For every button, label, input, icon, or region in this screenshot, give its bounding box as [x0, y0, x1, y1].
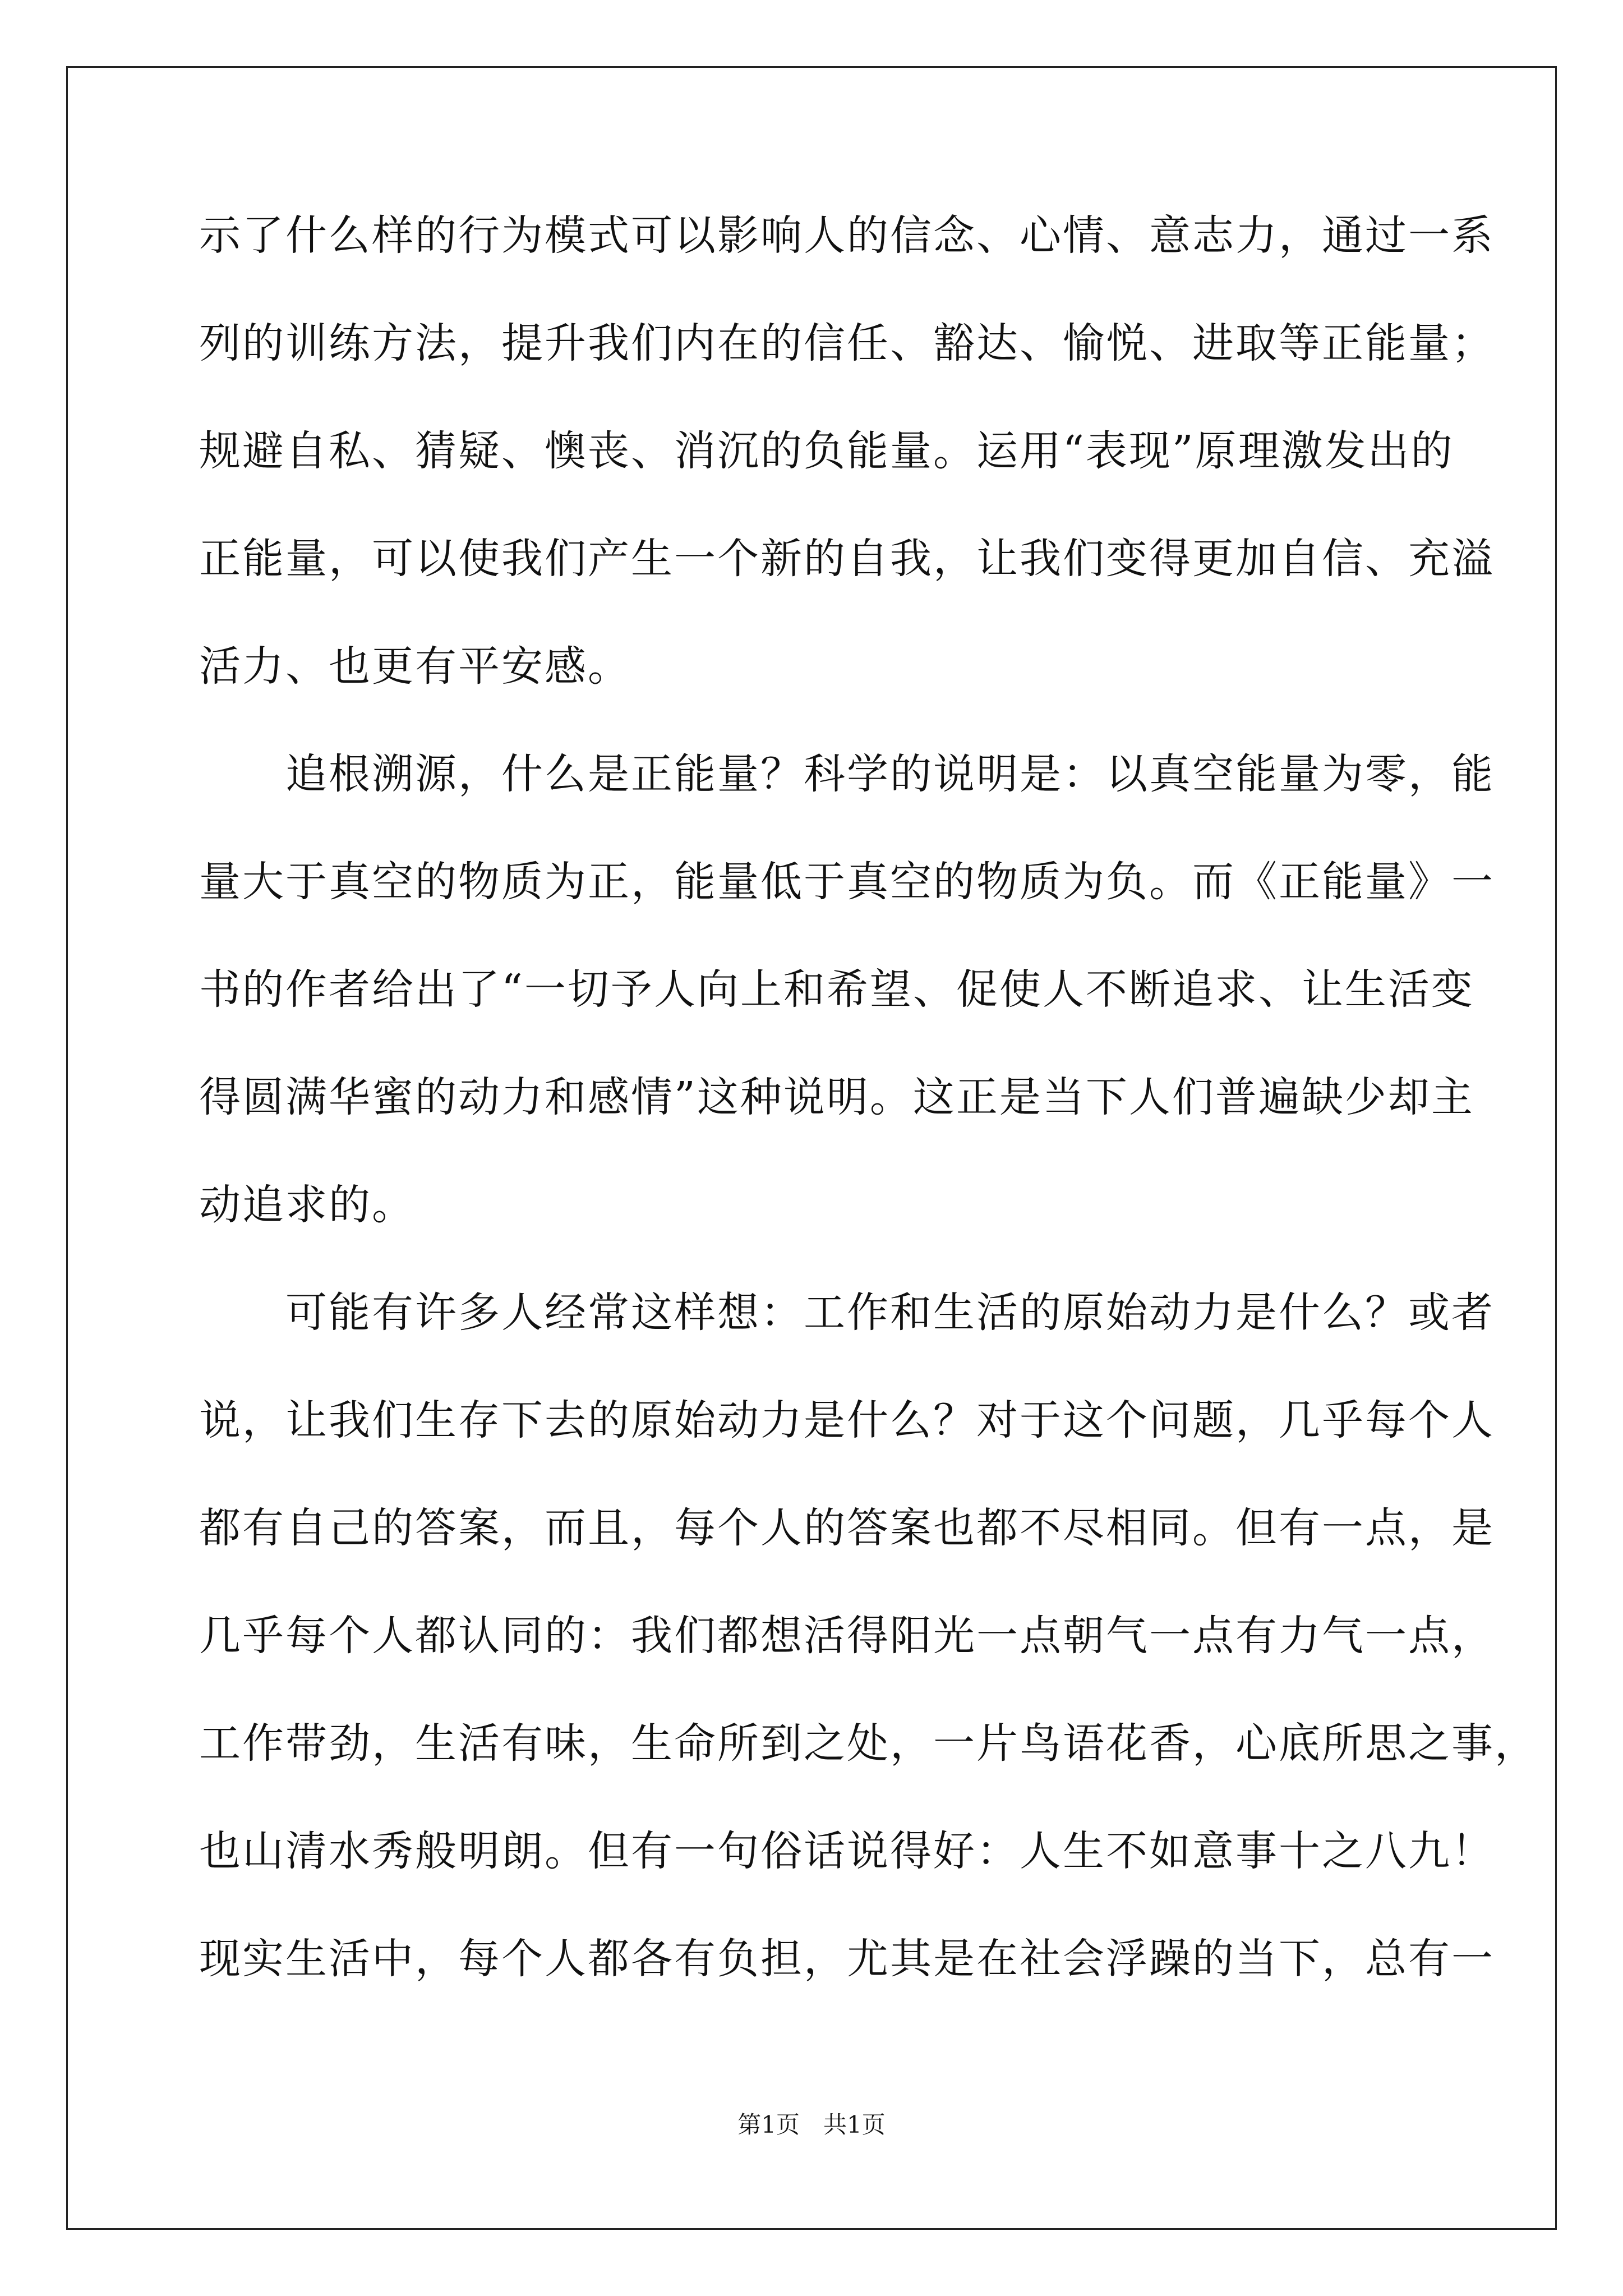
text-line: 规避自私、猜疑、懊丧、消沉的负能量。运用“表现”原理激发出的 [199, 427, 1454, 475]
text-line: 几乎每个人都认同的：我们都想活得阳光一点朝气一点有力气一点， [199, 1612, 1495, 1660]
text-line: 可能有许多人经常这样想：工作和生活的原始动力是什么？或者 [199, 1289, 1495, 1337]
text-line: 都有自己的答案，而且，每个人的答案也都不尽相同。但有一点，是 [199, 1504, 1495, 1552]
text-line: 活力、也更有平安感。 [199, 642, 631, 691]
text-line: 也山清水秀般明朗。但有一句俗话说得好：人生不如意事十之八九！ [199, 1827, 1495, 1875]
text-line: 得圆满华蜜的动力和感情”这种说明。这正是当下人们普遍缺少却主 [199, 1073, 1474, 1121]
page-border [66, 66, 1557, 2230]
text-line: 说，让我们生存下去的原始动力是什么？对于这个问题，几乎每个人 [199, 1396, 1495, 1444]
text-line: 列的训练方法，提升我们内在的信任、豁达、愉悦、进取等正能量； [199, 319, 1495, 367]
text-line: 动追求的。 [199, 1181, 415, 1229]
text-line: 示了什么样的行为模式可以影响人的信念、心情、意志力，通过一系 [199, 211, 1495, 260]
text-line: 量大于真空的物质为正，能量低于真空的物质为负。而《正能量》一 [199, 858, 1495, 906]
text-line: 工作带劲，生活有味，生命所到之处，一片鸟语花香，心底所思之事， [199, 1719, 1538, 1768]
text-line: 正能量，可以使我们产生一个新的自我，让我们变得更加自信、充溢 [199, 535, 1495, 583]
text-line: 追根溯源，什么是正能量？科学的说明是：以真空能量为零，能 [199, 750, 1495, 798]
page-footer: 第1页 共1页 [737, 2111, 886, 2138]
text-line: 书的作者给出了“一切予人向上和希望、促使人不断追求、让生活变 [199, 965, 1474, 1014]
text-line: 现实生活中，每个人都各有负担，尤其是在社会浮躁的当下，总有一 [199, 1935, 1495, 1983]
